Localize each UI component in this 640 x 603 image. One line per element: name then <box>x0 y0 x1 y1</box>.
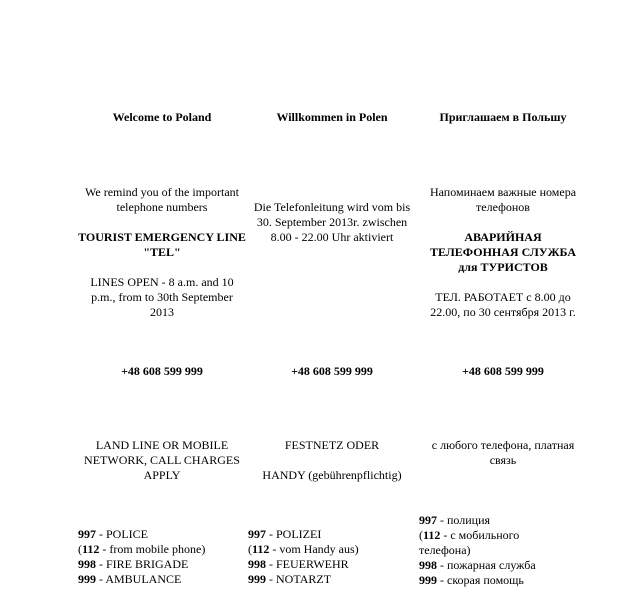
phone-number: +48 608 599 999 <box>462 364 544 378</box>
emergency-line-heading: TOURIST EMERGENCY LINE "TEL" <box>78 230 246 259</box>
list-item: телефона) <box>419 543 471 557</box>
phone-number: +48 608 599 999 <box>291 364 373 378</box>
network-text-2: HANDY (gebührenpflichtig) <box>262 468 402 482</box>
list-item: 998 - FIRE BRIGADE <box>78 557 189 571</box>
network-text: LAND LINE OR MOBILE NETWORK, CALL CHARGES APPLY <box>84 438 240 482</box>
network-text: с любого телефона, платная связь <box>431 438 575 467</box>
list-item: 997 - POLICE <box>78 527 148 541</box>
intro-text: Напоминаем важные номера телефонов <box>429 185 577 214</box>
column-title: Приглашаем в Польшу <box>439 110 567 124</box>
list-item: (112 - from mobile phone) <box>78 542 206 556</box>
hours-text: ТЕЛ. РАБОТАЕТ с 8.00 до 22.00, по 30 сентября 2013 г. <box>430 290 576 319</box>
list-item: 998 - FEUERWEHR <box>248 557 349 571</box>
network-text: FESTNETZ ODER <box>284 438 380 452</box>
list-item: 999 - NOTARZT <box>248 572 332 586</box>
emergency-numbers-list <box>248 527 416 587</box>
intro-text: We remind you of the important telephone numbers <box>85 185 239 214</box>
emergency-numbers-list <box>419 513 587 588</box>
hours-text: Die Telefonleitung wird vom bis 30. September 2013r. zwischen 8.00 - 22.00 Uhr aktiviert <box>253 200 411 244</box>
emergency-line-heading: АВАРИЙНАЯ ТЕЛЕФОННАЯ СЛУЖБА для ТУРИСТОВ <box>429 230 576 274</box>
column-title: Willkommen in Polen <box>276 110 388 124</box>
list-item: 997 - полиция <box>419 513 491 527</box>
list-item: (112 - vom Handy aus) <box>248 542 359 556</box>
list-item: 999 - скорая помощь <box>419 573 524 587</box>
list-item: (112 - с мобильного <box>419 528 520 542</box>
column-title: Welcome to Poland <box>112 110 212 124</box>
list-item: 999 - AMBULANCE <box>78 572 182 586</box>
list-item: 997 - POLIZEI <box>248 527 322 541</box>
list-item: 998 - пожарная служба <box>419 558 536 572</box>
emergency-numbers-list <box>78 527 246 587</box>
phone-number: +48 608 599 999 <box>121 364 203 378</box>
hours-text: LINES OPEN - 8 a.m. and 10 p.m., from to 30th September 2013 <box>90 275 234 319</box>
